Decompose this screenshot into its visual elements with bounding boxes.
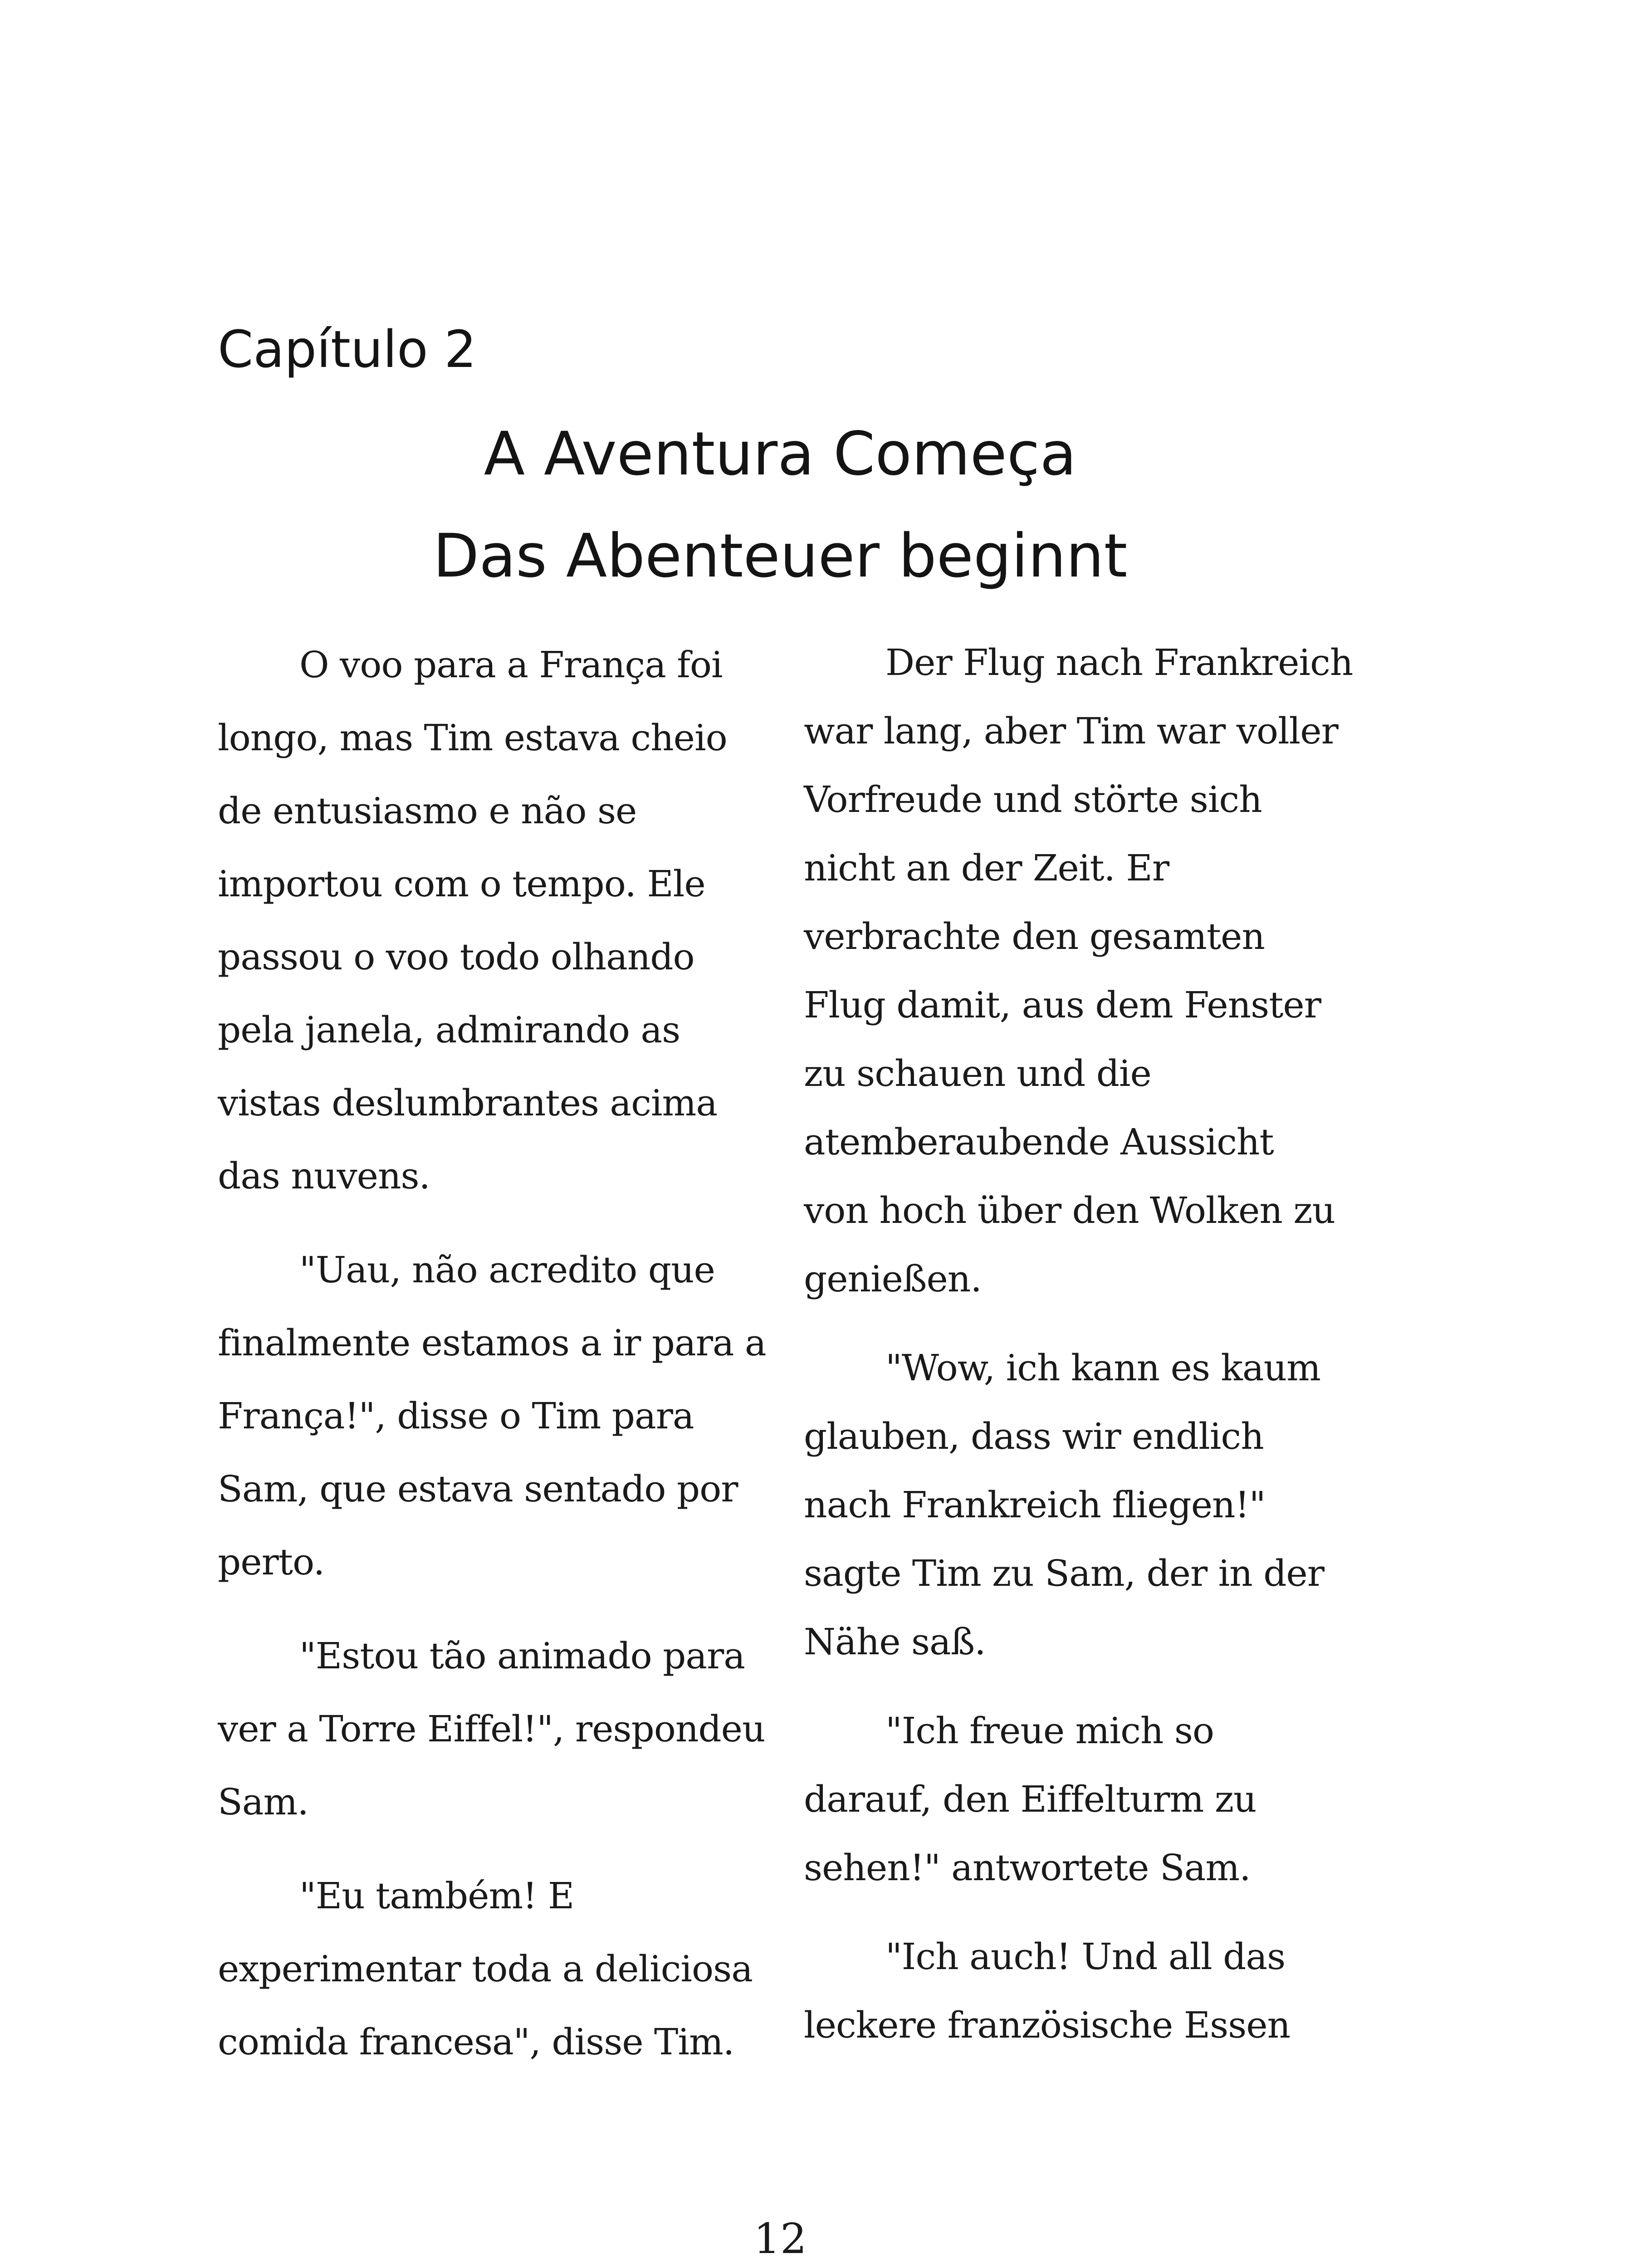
paragraph-de-4: "Ich auch! Und all das leckere französische Essen [804, 1936, 1291, 2046]
paragraph-de-2: "Wow, ich kann es kaum glauben, dass wir endlich nach Frankreich fliegen!" sagte Tim zu Sam, der in der Nähe saß. [804, 1347, 1324, 1663]
german-column [804, 628, 1403, 2080]
page-number: 12 [753, 2214, 807, 2263]
paragraph-pt-2: "Uau, não acredito que finalmente estamos a ir para a França!", disse o Tim para Sam, que estava sentado por perto. [218, 1249, 766, 1583]
chapter-label: Capítulo 2 [218, 320, 477, 379]
paragraph-de-1: Der Flug nach Frankreich war lang, aber Tim war voller Vorfreude und störte sich nicht an der Zeit. Er verbrachte den gesamten Flug damit, aus dem Fenster zu schauen und die atemberaubende Aussicht von hoch über den Wolken zu genießen. [804, 641, 1353, 1300]
paragraph-de-3: "Ich freue mich so darauf, den Eiffelturm zu sehen!" antwortete Sam. [804, 1710, 1257, 1889]
paragraph-pt-4: "Eu também! E experimentar toda a deliciosa comida francesa", disse Tim. [218, 1875, 753, 2063]
portuguese-column [218, 628, 798, 2099]
chapter-title-german: Das Abenteuer beginnt [433, 521, 1128, 591]
chapter-title-portuguese: A Aventura Começa [484, 419, 1077, 489]
paragraph-pt-1: O voo para a França foi longo, mas Tim estava cheio de entusiasmo e não se importou com o tempo. Ele passou o voo todo olhando pela janela, admirando as vistas deslumbrantes acima das nuvens. [218, 644, 727, 1197]
paragraph-pt-3: "Estou tão animado para ver a Torre Eiffel!", respondeu Sam. [218, 1635, 765, 1823]
